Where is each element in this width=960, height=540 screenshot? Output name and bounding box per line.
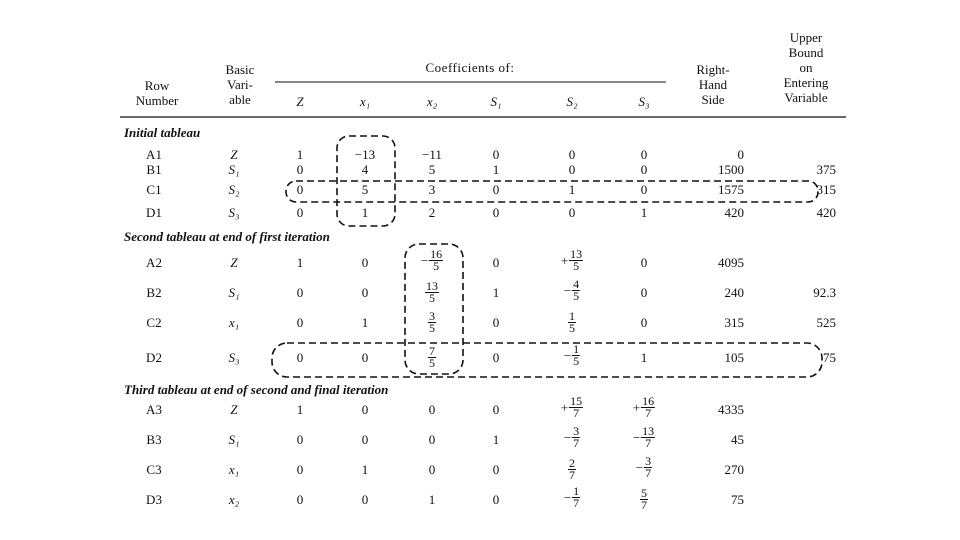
coefficient-cell: 1 [568,182,576,197]
upper-bound-value: 315 [816,182,836,197]
right-hand-side-value: 1575 [718,182,744,197]
right-hand-side-value: 270 [724,462,744,477]
coefficient-cell: − $\frac{4}{5}$ [563,277,580,303]
coefficient-cell: 1 [361,205,369,220]
row-id: B3 [146,432,162,447]
basic-variable: x₂ [228,492,240,507]
right-hand-side-value: 4335 [718,402,744,417]
coefficient-cell: 5 [361,182,369,197]
basic-variable: Z [230,147,238,162]
right-hand-side-value: 315 [724,315,744,330]
coefficient-cell: 4 [361,162,369,177]
coefficient-cell: 0 [361,402,369,417]
row-id: B2 [146,285,162,300]
coefficient-cell: 0 [296,315,304,330]
column-header-3: S₁ [490,94,502,109]
right-hand-side-value: 1500 [718,162,744,177]
coefficient-cell: 0 [428,402,436,417]
coefficient-cell: 0 [568,147,576,162]
coefficient-cell: 2 7 [569,456,575,482]
coefficient-cell: 1 [492,285,500,300]
coefficient-cell: 0 [640,255,648,270]
coefficient-cell: − $\frac{16}{5}$ [420,247,443,273]
basic-variable: S₂ [228,182,240,197]
upper-bound-value: 525 [816,315,836,330]
basic-variable: Z [230,255,238,270]
row-id: D1 [146,205,162,220]
upper-bound-value: 92.3 [813,285,836,300]
coefficient-cell: 0 [640,285,648,300]
coefficient-cell: 0 [640,182,648,197]
row-id: A2 [146,255,162,270]
right-hand-side-value: 420 [724,205,744,220]
coefficient-cell: 0 [361,285,369,300]
upper-bound-value: 75 [823,350,836,365]
coefficient-cell: −11 [422,147,442,162]
coefficient-cell: 0 [296,162,304,177]
coefficient-cell: 0 [361,350,369,365]
coefficient-cell: 5 [428,162,436,177]
row-id: D2 [146,350,162,365]
coefficient-cell: 5 7 [641,486,647,512]
header-coefficients-of: Coefficients of: [425,60,515,75]
coefficient-cell: 1 [296,402,304,417]
row-id: D3 [146,492,162,507]
coefficient-cell: −13 [354,147,376,162]
coefficient-cell: 0 [568,205,576,220]
coefficient-cell: 1 [428,492,436,507]
coefficient-cell: 0 [492,350,500,365]
row-id: C2 [146,315,162,330]
coefficient-cell: 0 [492,315,500,330]
upper-bound-value: 375 [816,162,836,177]
basic-variable: S₃ [228,205,240,220]
coefficient-cell: 1 [361,315,369,330]
coefficient-cell: − $\frac{1}{5}$ [563,342,580,368]
coefficient-cell: 0 [640,147,648,162]
coefficient-cell: 0 [640,162,648,177]
coefficient-cell: 3 5 [429,309,435,335]
basic-variable: S₁ [228,285,240,300]
row-id: C3 [146,462,162,477]
header-upper-bound: Upper Bound on Entering Variable [783,30,829,105]
coefficient-cell: 0 [492,205,500,220]
column-header-4: S₂ [566,94,578,109]
coefficient-cell: 0 [296,205,304,220]
section-title-1: Initial tableau [124,125,201,140]
header-basic-variable: Basic Vari- able [225,62,255,107]
coefficient-cell: 0 [492,492,500,507]
coefficient-cell: 1 [492,162,500,177]
coefficient-cell: 0 [296,432,304,447]
coefficient-cell: + $\frac{15}{7}$ [560,394,583,420]
coefficient-cell: + $\frac{13}{5}$ [560,247,583,273]
header-row-number: Row Number [135,78,179,108]
coefficient-cell: 1 [296,147,304,162]
right-hand-side-value: 105 [724,350,744,365]
coefficient-cell: 0 [492,255,500,270]
coefficient-cell: 0 [492,402,500,417]
column-header-5: S₃ [638,94,650,109]
coefficient-cell: 1 [296,255,304,270]
coefficient-cell: 0 [296,285,304,300]
coefficient-cell: − $\frac{3}{7}$ [563,424,580,450]
row-id: A1 [146,147,162,162]
basic-variable: S₁ [228,162,240,177]
coefficient-cell: 0 [492,182,500,197]
basic-variable: S₃ [228,350,240,365]
right-hand-side-value: 45 [731,432,744,447]
coefficient-cell: 0 [361,492,369,507]
coefficient-cell: 1 5 [569,309,575,335]
coefficient-cell: 0 [492,462,500,477]
coefficient-cell: 13 5 [426,279,438,305]
coefficient-cell: − $\frac{13}{7}$ [632,424,655,450]
coefficient-cell: 0 [568,162,576,177]
coefficient-cell: 1 [361,462,369,477]
column-header-1: x₁ [359,94,371,109]
coefficient-cell: 1 [640,205,648,220]
coefficient-cell: 0 [296,462,304,477]
row-id: B1 [146,162,162,177]
coefficient-cell: 0 [361,432,369,447]
coefficient-cell: 7 5 [429,344,435,370]
coefficient-cell: − $\frac{1}{7}$ [563,484,580,510]
upper-bound-value: 420 [816,205,836,220]
coefficient-cell: 1 [492,432,500,447]
column-header-2: x₂ [426,94,438,109]
header-right-hand-side: Right- Hand Side [696,62,730,107]
basic-variable: S₁ [228,432,240,447]
coefficient-cell: 0 [640,315,648,330]
row-id: A3 [146,402,162,417]
basic-variable: x₁ [228,462,240,477]
coefficient-cell: + $\frac{16}{7}$ [632,394,655,420]
coefficient-cell: 0 [296,350,304,365]
coefficient-cell: 0 [361,255,369,270]
basic-variable: x₁ [228,315,240,330]
coefficient-cell: 0 [296,492,304,507]
coefficient-cell: 1 [640,350,648,365]
section-title-2: Second tableau at end of first iteration [124,229,330,244]
row-id: C1 [146,182,162,197]
coefficient-cell: − $\frac{3}{7}$ [635,454,652,480]
coefficient-cell: 0 [428,462,436,477]
coefficient-cell: 0 [492,147,500,162]
right-hand-side-value: 240 [724,285,744,300]
right-hand-side-value: 0 [737,147,744,162]
right-hand-side-value: 4095 [718,255,744,270]
coefficient-cell: 0 [296,182,304,197]
right-hand-side-value: 75 [731,492,744,507]
column-header-0: Z [296,94,304,109]
basic-variable: Z [230,402,238,417]
coefficient-cell: 0 [428,432,436,447]
coefficient-cell: 3 [428,182,436,197]
coefficient-cell: 2 [428,205,436,220]
section-title-3: Third tableau at end of second and final iteration [124,382,389,397]
